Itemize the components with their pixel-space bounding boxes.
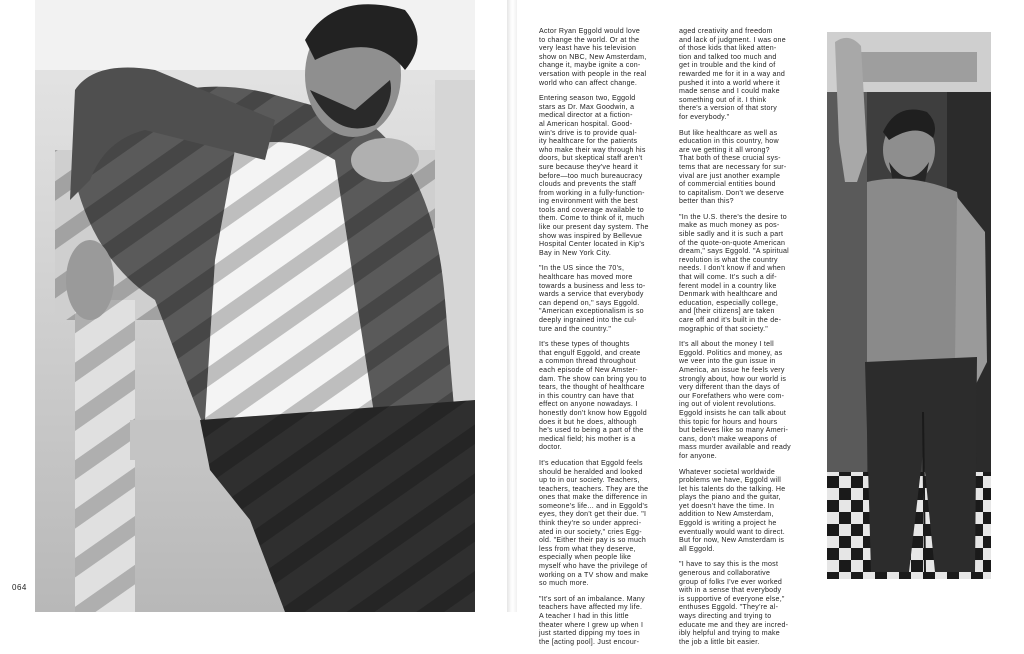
article-paragraph: "I have to say this is the most generous and collaborative group of folks I've ever worked with in a sense that everybody is supportive of everyone else," enthuses Eggold. "They're al- ways directing and trying to educate me and they are incred- ibly helpful and trying to make the job a little bit easier. bbox=[679, 561, 789, 646]
article-paragraph: "In the U.S. there's the desire to make as much money as pos- sible sadly and it is such a part of the quote-on-quote American dream," says Eggold. "A spiritual revolution is what the country needs. I don't know if and when that will come. It's such a dif- ferent model in a country like Denmark with healthcare and education, especially college, and [their citizens] are taken care off and it's built in the de- mographic of that society." bbox=[679, 213, 789, 333]
article-paragraph: "In the US since the 70's, healthcare has moved more towards a business and less to- wards a service that everybody can depend on," says Eggold. "American exceptionalism is so deeply ingrained into the cul- ture and the country." bbox=[539, 265, 646, 333]
man-standing-in-doorway-photo bbox=[827, 32, 991, 579]
article-paragraph: Actor Ryan Eggold would love to change the world. Or at the very least have his television show on NBC, New Amsterdam, change it, maybe ignite a con- versation with people in the real world who can affect change. bbox=[539, 28, 647, 87]
page-spine-shadow bbox=[507, 0, 517, 612]
article-paragraph: It's education that Eggold feels should be heralded and looked up to in our society. Teachers, teachers, teachers. They are the ones that make the difference in someone's life... and in Eggold's eyes, they don't get their due. "I think they're so under appreci- ated in our society," cries Egg- old. "Either their pay is so much less from what they deserve, especially when people like myself who have the privilege of working on a TV show and make so much more. bbox=[539, 459, 649, 588]
article-paragraph: Entering season two, Eggold stars as Dr. Max Goodwin, a medical director at a fiction- al American hospital. Good- win's drive is to provide qual- ity healthcare for the patients who make their way through his doors, but skeptical staff aren't sure because they've heard it before—too much bureaucracy clouds and prevents the staff from working in a fully-function- ing environment with the best tools and coverage available to them. Come to think of it, much like our present day system. The show was inspired by Bellevue Hospital Center located in Kip's Bay in New York City. bbox=[539, 95, 649, 257]
article-paragraph: It's these types of thoughts that engulf Eggold, and create a common thread throughout each episode of New Amster- dam. The show can bring you to tears, the thought of healthcare in this country can have that effect on anyone nowadays. I honestly don't know how Eggold does it but he does, although he's used to being a part of the medical field; his mother is a doctor. bbox=[539, 341, 647, 452]
article-column-2 bbox=[679, 28, 819, 654]
article-paragraph: Whatever societal worldwide problems we have, Eggold will let his talents do the talking. He plays the piano and the guitar, yet doesn't have the time. In addition to New Amsterdam, Eggold is writing a project he eventually would want to direct. But for now, New Amsterdam is all Eggold. bbox=[679, 468, 786, 553]
article-paragraph: aged creativity and freedom and lack of judgment. I was one of those kids that liked atten- tion and talked too much and get in trouble and the kind of rewarded me for it in a way and pushed it into a world where it made sense and I could make something out of it. I think there's a version of that story for everybody." bbox=[679, 28, 786, 121]
article-paragraph: But like healthcare as well as education in this country, how are we getting it all wrong? That both of these crucial sys- tems that are necessary for sur- vival are just another example of commercial entities bound to capitalism. Don't we deserve better than this? bbox=[679, 129, 787, 206]
page-number: 064 bbox=[12, 583, 27, 592]
article-column-1 bbox=[539, 28, 679, 654]
article-paragraph: It's all about the money I tell Eggold. Politics and money, as we veer into the gun issue in America, an issue he feels very strongly about, how our world is very different than the days of our Forefathers who were com- ing out of violent revolutions. Eggold insists he can talk about this topic for hours and hours but believes like so many Ameri- cans, don't make weapons of mass murder available and ready for anyone. bbox=[679, 341, 791, 460]
man-seated-on-bench-photo bbox=[35, 0, 475, 612]
article-paragraph: "It's sort of an imbalance. Many teachers have affected my life. A teacher I had in this little theater where I grew up when I just started dipping my toes in the [acting pool]. Just encour- bbox=[539, 595, 645, 646]
